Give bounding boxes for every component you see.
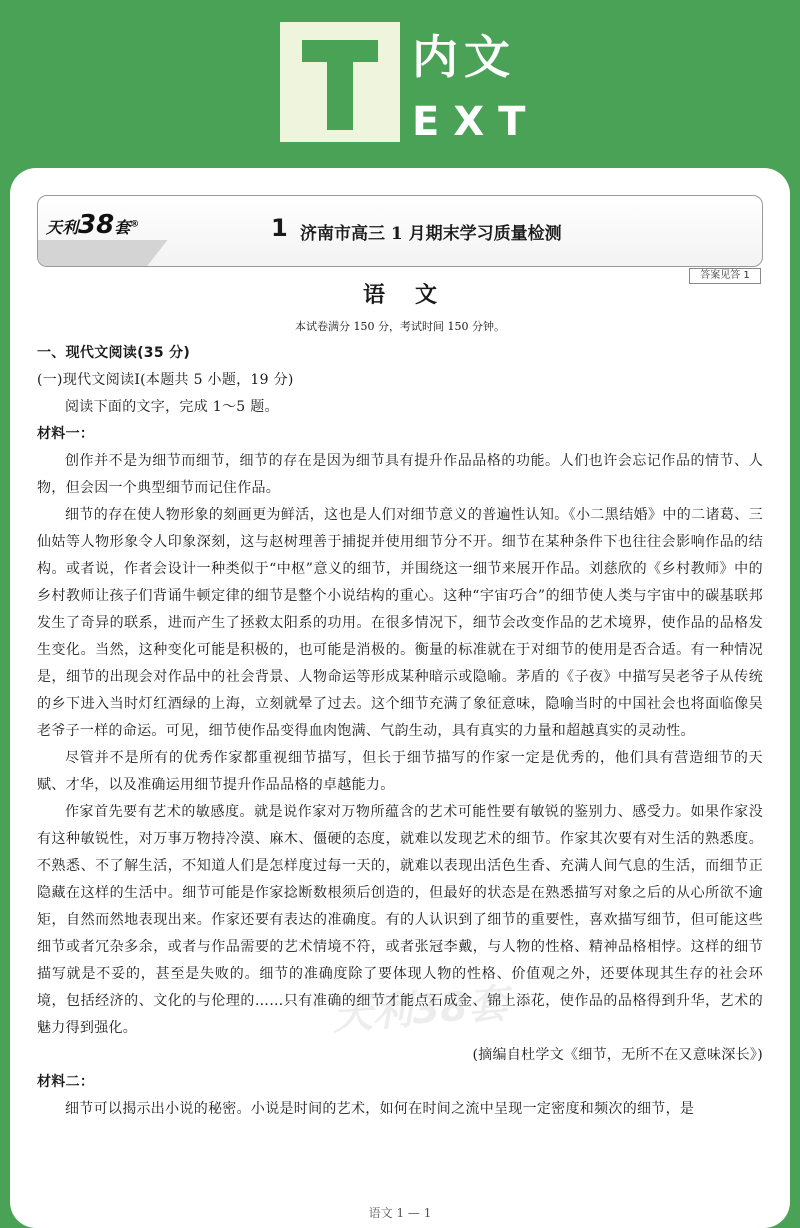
paragraph: 创作并不是为细节而细节，细节的存在是因为细节具有提升作品品格的功能。人们也许会忘记作品的情节、人物，但会因一个典型细节而记住作品。 <box>37 453 763 496</box>
section-heading: 一、现代文阅读(35 分) <box>37 345 191 361</box>
exam-note: 本试卷满分 150 分，考试时间 150 分钟。 <box>295 320 505 333</box>
paragraph: 尽管并不是所有的优秀作家都重视细节描写，但长于细节描写的作家一定是优秀的，他们具有营造细节的天赋、才华，以及准确运用细节提升作品品格的卓越能力。 <box>37 750 763 793</box>
banner-english-title: EXT <box>412 99 540 145</box>
paragraph: 作家首先要有艺术的敏感度。就是说作家对万物所蕴含的艺术可能性要有敏锐的鉴别力、感受力。如果作家没有这种敏锐性，对万事万物持冷漠、麻木、僵硬的态度，就难以发现艺术的细节。作家其次要有对生活的熟悉度。不熟悉、不了解生活，不知道人们是怎样度过每一天的，就难以表现出活色生香、充满人间气息的生活，而细节正隐藏在这样的生活中。细节可能是作家捻断数根须后创造的，但最好的状态是在熟悉描写对象之后的从心所欲不逾矩，自然而然地表现出来。作家还要有表达的准确度。有的人认识到了细节的重要性，喜欢描写细节，但可能这些细节或者冗杂多余，或者与作品需要的艺术情境不符，或者张冠李戴，与人物的性格、精神品格相悖。这样的细节描写就是不妥的，甚至是失败的。细节的准确度除了要体现人物的性格、价值观之外，还要体现其生存的社会环境，包括经济的、文化的与伦理的……只有准确的细节才能点石成金、锦上添花，使作品的品格得到升华，艺术的魅力得到强化。 <box>37 804 763 1036</box>
material-label: 材料二： <box>37 1074 95 1090</box>
header-swoosh-decoration <box>37 240 168 267</box>
page-footer: 语文 1 — 1 <box>368 1206 432 1220</box>
watermark-logo: 天利38套 <box>330 980 510 1040</box>
banner-t-logo <box>280 22 400 142</box>
exam-number: 1 <box>271 214 288 242</box>
publisher-logo: 天利38套® <box>46 210 140 240</box>
document-page <box>10 168 790 1228</box>
answer-reference-tag: 答案见答 1 <box>689 268 761 284</box>
subsection-heading: (一)现代文阅读Ⅰ(本题共 5 小题，19 分) <box>37 372 294 388</box>
banner-chinese-title: 内文 <box>412 30 516 84</box>
banner <box>0 0 800 180</box>
source-citation: (摘编自杜学文《细节，无所不在又意味深长》) <box>472 1047 763 1063</box>
subject-title: 语文 <box>362 282 467 308</box>
paragraph: 细节的存在使人物形象的刻画更为鲜活，这也是人们对细节意义的普遍性认知。《小二黑结婚》中的二诸葛、三仙姑等人物形象令人印象深刻，这与赵树理善于捕捉并使用细节分不开。细节在某种条件下也往往会影响作品的结构。或者说，作者会设计一种类似于“中枢”意义的细节，并围绕这一细节来展开作品。刘慈欣的《乡村教师》中的乡村教师让孩子们背诵牛顿定律的细节是整个小说结构的重心。这种“宇宙巧合”的细节使人类与宇宙中的碳基联邦发生了奇异的联系，进而产生了拯救太阳系的功用。在很多情况下，细节会改变作品的艺术境界，使作品的品格发生变化。当然，这种变化可能是积极的，也可能是消极的。衡量的标准就在于对细节的使用是否合适。有一种情况是，细节的出现会对作品中的社会背景、人物命运等形成某种暗示或隐喻。茅盾的《子夜》中描写吴老爷子从传统的乡下进入当时灯红酒绿的上海，立刻就晕了过去。这个细节充满了象征意味，隐喻当时的中国社会也将面临像吴老爷子一样的命运。可见，细节使作品变得血肉饱满、气韵生动，具有真实的力量和超越真实的灵动性。 <box>37 507 763 739</box>
material-label: 材料一： <box>37 426 95 442</box>
exam-header <box>37 195 763 267</box>
instruction: 阅读下面的文字，完成 1～5 题。 <box>65 399 279 415</box>
exam-title: 济南市高三 1 月期末学习质量检测 <box>300 224 562 244</box>
paragraph: 细节可以揭示出小说的秘密。小说是时间的艺术，如何在时间之流中呈现一定密度和频次的细节，是 <box>65 1101 695 1117</box>
